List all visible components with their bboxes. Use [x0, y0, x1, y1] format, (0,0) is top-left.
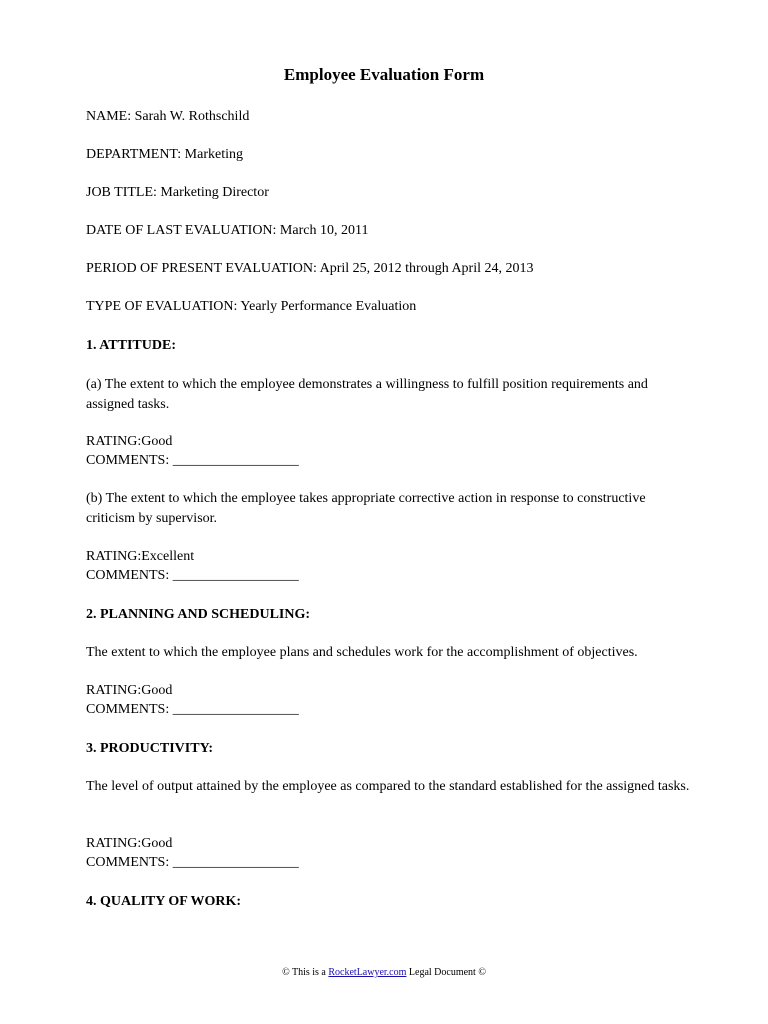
item-comments: COMMENTS: __________________ — [86, 855, 299, 870]
section-heading-planning: 2. PLANNING AND SCHEDULING: — [86, 607, 311, 622]
item-rating: RATING:Good — [86, 836, 173, 851]
item-comments: COMMENTS: __________________ — [86, 702, 299, 717]
section-heading-attitude: 1. ATTITUDE: — [86, 338, 176, 353]
item-comments: COMMENTS: __________________ — [86, 453, 299, 468]
department-field: DEPARTMENT: Marketing — [86, 147, 243, 162]
item-description: (a) The extent to which the employee demonstrates a willingness to fulfill position requirements and assigned tasks. — [86, 377, 648, 412]
item-description: The extent to which the employee plans and schedules work for the accomplishment of objectives. — [86, 645, 638, 660]
present-period-field: PERIOD OF PRESENT EVALUATION: April 25, 2012 through April 24, 2013 — [86, 261, 534, 276]
item-description: (b) The extent to which the employee takes appropriate corrective action in response to constructive criticism by supervisor. — [86, 491, 646, 526]
item-description: The level of output attained by the employee as compared to the standard established for the assigned tasks. — [86, 779, 690, 794]
last-evaluation-field: DATE OF LAST EVALUATION: March 10, 2011 — [86, 223, 369, 238]
job-title-field: JOB TITLE: Marketing Director — [86, 185, 269, 200]
section-heading-productivity: 3. PRODUCTIVITY: — [86, 741, 214, 756]
footer-suffix: Legal Document © — [406, 967, 486, 978]
item-rating: RATING:Good — [86, 434, 173, 449]
rocketlawyer-link[interactable]: RocketLawyer.com — [328, 967, 407, 978]
evaluation-type-field: TYPE OF EVALUATION: Yearly Performance Evaluation — [86, 299, 417, 314]
item-comments: COMMENTS: __________________ — [86, 568, 299, 583]
item-rating: RATING:Excellent — [86, 549, 195, 564]
document-title: Employee Evaluation Form — [283, 65, 485, 84]
section-heading-quality: 4. QUALITY OF WORK: — [86, 894, 242, 909]
name-field: NAME: Sarah W. Rothschild — [86, 109, 250, 124]
footer-prefix: © This is a — [282, 967, 329, 978]
item-rating: RATING:Good — [86, 683, 173, 698]
footer — [0, 966, 768, 980]
